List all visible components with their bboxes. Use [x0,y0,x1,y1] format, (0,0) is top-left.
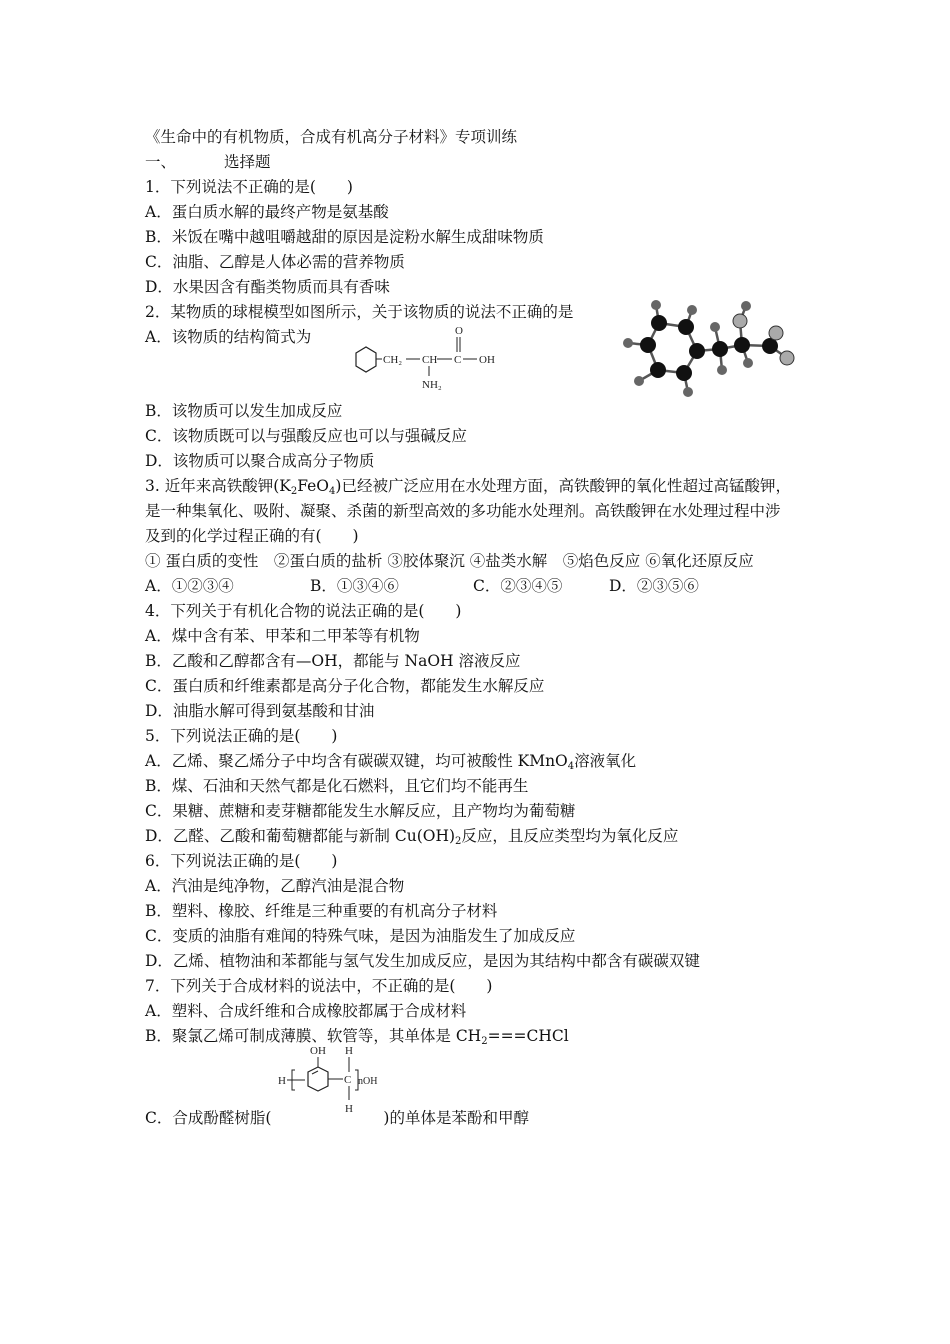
phenolic-resin-structure [275,1042,395,1116]
q5-a-text: A．乙烯、聚乙烯分子中均含有碳碳双键，均可被酸性 KMnO [145,752,568,770]
q1-option-c: C．油脂、乙醇是人体必需的营养物质 [145,253,405,271]
q5-option-d [145,826,678,846]
polymer-h-top: H [345,1045,353,1057]
q7-stem: 7．下列关于合成材料的说法中，不正确的是( ) [145,977,493,995]
ball-and-stick-model [612,295,812,405]
q5-option-b: B．煤、石油和天然气都是化石燃料，且它们均不能再生 [145,777,529,795]
q5-d-text: D．乙醛、乙酸和葡萄糖都能与新制 Cu(OH) [145,827,456,845]
formula-o: O [455,325,463,337]
q2-option-d: D．该物质可以聚合成高分子物质 [145,452,375,470]
q3-option-c: C．②③④⑤ [473,577,563,595]
q5-stem: 5．下列说法正确的是( ) [145,727,338,745]
q6-option-b: B．塑料、橡胶、纤维是三种重要的有机高分子材料 [145,902,498,920]
q2-option-c: C．该物质既可以与强酸反应也可以与强碱反应 [145,427,467,445]
q2-option-b: B．该物质可以发生加成反应 [145,402,343,420]
q3-items: ① 蛋白质的变性 ②蛋白质的盐析 ③胶体聚沉 ④盐类水解 ⑤焰色反应 ⑥氧化还原反应 [145,552,754,570]
q3-line-3: 及到的化学过程正确的有( ) [145,527,359,545]
section-heading [145,152,271,172]
q7-b-end: Cl [551,1027,569,1045]
q4-option-d: D．油脂水解可得到氨基酸和甘油 [145,702,375,720]
q3-sub-1: 2 [290,486,298,497]
q6-option-a: A．汽油是纯净物，乙醇汽油是混合物 [145,877,405,895]
q4-option-b: B．乙酸和乙醇都含有—OH，都能与 NaOH 溶液反应 [145,652,521,670]
q4-option-c: C．蛋白质和纤维素都是高分子化合物，都能发生水解反应 [145,677,545,695]
q2-option-a: A．该物质的结构简式为 [145,328,312,346]
cyclohexane-ring [356,347,376,372]
formula-nh2: NH₂ [422,379,442,391]
q5-d-sub: 2 [455,836,462,847]
q7-b-sub: 2 [481,1036,488,1047]
q1-option-b: B．米饭在嘴中越咀嚼越甜的原因是淀粉水解生成甜味物质 [145,228,544,246]
q7-option-a: A．塑料、合成纤维和合成橡胶都属于合成材料 [145,1002,467,1020]
q7-b-text: B．聚氯乙烯可制成薄膜、软管等，其单体是 CH [145,1027,482,1045]
polymer-n-oh: nOH [358,1076,378,1087]
q3-line-2: 是一种集氧化、吸附、凝聚、杀菌的新型高效的多功能水处理剂。高铁酸钾在水处理过程中涉 [145,502,781,520]
q4-stem: 4．下列关于有机化合物的说法正确的是( ) [145,602,462,620]
q1-option-d: D．水果因含有酯类物质而具有香味 [145,278,390,296]
q6-option-d: D．乙烯、植物油和苯都能与氢气发生加成反应，是因为其结构中都含有碳碳双键 [145,952,700,970]
q7-c-tail: )的单体是苯酚和甲醇 [383,1109,529,1127]
q7-c-text: C．合成酚醛树脂( [145,1109,272,1127]
q3-option-d: D．②③⑤⑥ [609,577,699,595]
q2-structural-formula [340,322,510,394]
q5-option-a [145,751,636,771]
q3-options [145,576,699,596]
polymer-h-left: H [278,1075,286,1087]
q3-text-a: 3. 近年来高铁酸钾(K [145,477,291,495]
q1-stem: 1．下列说法不正确的是( ) [145,178,353,196]
polymer-h-bottom: H [345,1103,353,1115]
formula-ch2: CH₂ [383,354,403,366]
q6-option-c: C．变质的油脂有难闻的特殊气味，是因为油脂发生了加成反应 [145,927,576,945]
q6-stem: 6．下列说法正确的是( ) [145,852,338,870]
q3-text-c: )已经被广泛应用在水处理方面，高铁酸钾的氧化性超过高锰酸钾， [335,477,791,495]
q2-stem: 2．某物质的球棍模型如图所示，关于该物质的说法不正确的是 [145,303,574,321]
polymer-oh: OH [310,1045,326,1057]
q3-line-1 [145,476,791,496]
q4-option-a: A．煤中含有苯、甲苯和二甲苯等有机物 [145,627,420,645]
polymer-c: C [344,1074,352,1086]
q3-option-b: B．①③④⑥ [310,577,399,595]
q5-option-c: C．果糖、蔗糖和麦芽糖都能发生水解反应，且产物均为葡萄糖 [145,802,576,820]
q5-d-tail: 反应，且反应类型均为氧化反应 [461,827,679,845]
q5-a-tail: 溶液氧化 [574,752,637,770]
q3-option-a: A．①②③④ [145,577,234,595]
ring-inner-bond [312,1071,318,1074]
q1-option-a: A．蛋白质水解的最终产物是氨基酸 [145,203,389,221]
section-name: 选择题 [224,153,271,171]
formula-ch: CH [422,354,438,366]
formula-oh: OH [479,354,495,366]
q7-option-c [145,1108,529,1128]
document-title: 《生命中的有机物质，合成有机高分子材料》专项训练 [145,128,518,146]
formula-c: C [454,354,462,366]
section-number: 一、 [145,153,177,171]
q7-b-tail: ===CH [487,1027,552,1045]
benzene-ring [308,1067,328,1091]
q3-sub-2: 4 [329,486,336,497]
q3-text-b: FeO [297,477,330,495]
q5-a-sub: 4 [567,761,575,772]
